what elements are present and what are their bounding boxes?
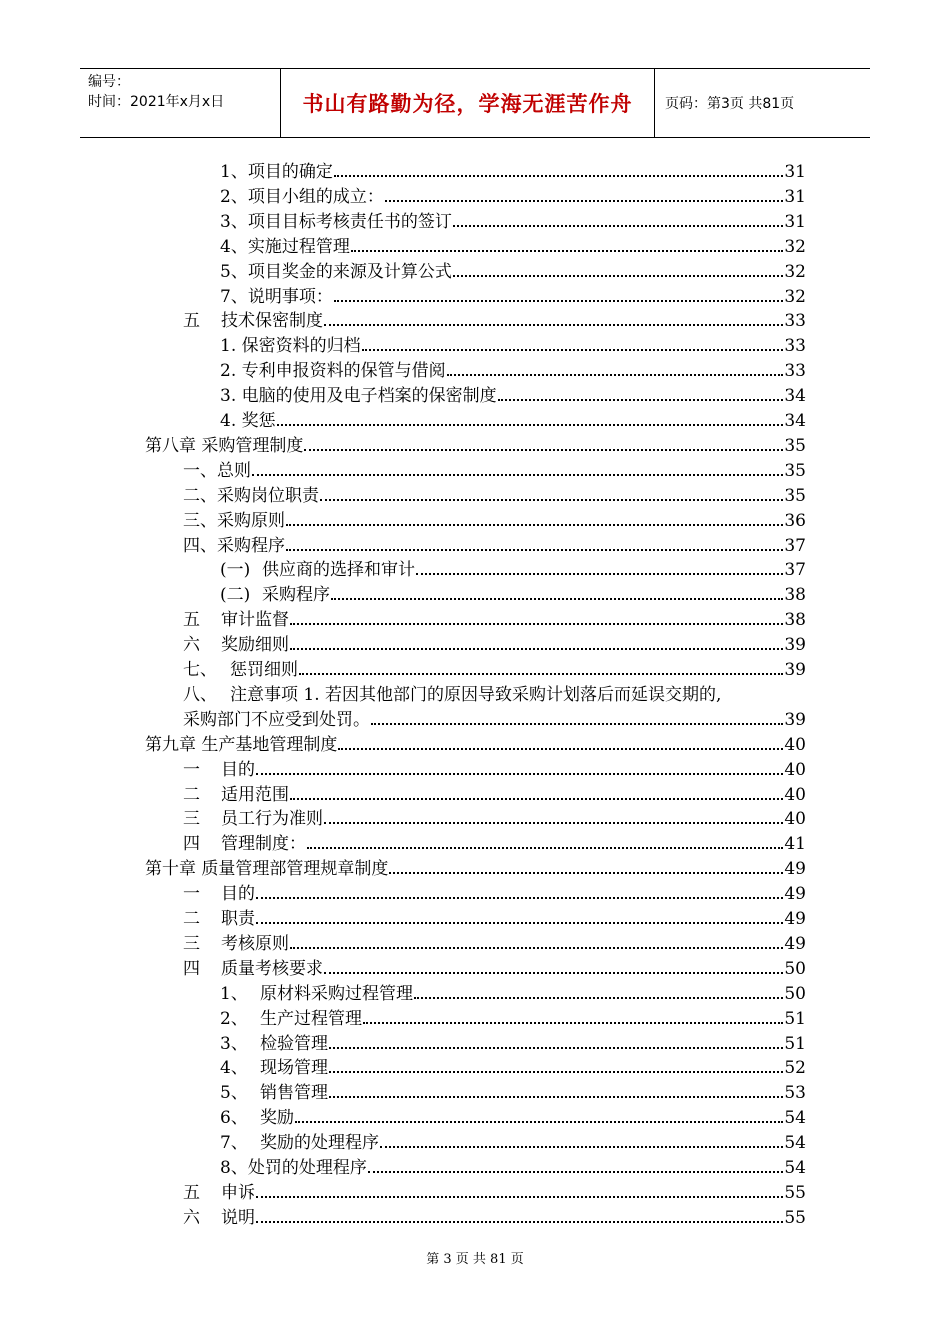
toc-entry[interactable]	[183, 681, 806, 706]
toc-page-number: 39	[784, 660, 806, 680]
toc-page-number: 54	[784, 1108, 806, 1129]
toc-entry-number: 一	[183, 759, 200, 780]
toc-entry-title: 3、项目目标考核责任书的签订	[220, 211, 452, 232]
page-footer: 第 3 页 共 81 页	[426, 1252, 524, 1267]
toc-entry-title: 审计监督	[221, 610, 289, 631]
toc-page-number: 31	[784, 162, 806, 182]
toc-entry[interactable]	[220, 158, 806, 183]
toc-leader-dots	[324, 822, 783, 824]
toc-page-number: 33	[784, 311, 806, 332]
toc-entry-number: 7、	[220, 1133, 248, 1154]
toc-entry-number: 4、	[220, 1058, 248, 1079]
toc-entry-title: 采购程序	[262, 585, 330, 606]
toc-entry-number: 1、	[220, 983, 248, 1004]
toc-entry[interactable]	[220, 208, 806, 233]
toc-page-number: 55	[784, 1207, 806, 1228]
toc-page-number: 39	[784, 635, 806, 656]
toc-page-number: 51	[784, 1008, 806, 1029]
toc-page-number: 54	[784, 1133, 806, 1154]
toc-entry-number: 五	[183, 610, 200, 631]
toc-entry-title: 奖励细则	[221, 635, 289, 656]
toc-entry-title: 检验管理	[260, 1033, 328, 1054]
toc-entry[interactable]	[183, 606, 806, 631]
toc-leader-dots	[329, 1047, 783, 1049]
toc-leader-dots	[252, 474, 783, 476]
toc-entry[interactable]	[220, 183, 806, 208]
toc-leader-dots	[307, 847, 783, 849]
toc-entry-title: 第十章 质量管理部管理规章制度	[145, 859, 389, 880]
toc-page-number: 53	[784, 1083, 806, 1104]
toc-page-number: 52	[784, 1058, 806, 1079]
toc-leader-dots	[331, 598, 783, 600]
toc-entry[interactable]	[220, 1104, 806, 1129]
document-number-label: 编号：	[88, 74, 130, 90]
toc-page-number: 55	[784, 1182, 806, 1203]
toc-page-number: 38	[784, 585, 806, 606]
toc-leader-dots	[324, 972, 783, 974]
toc-leader-dots	[256, 1221, 783, 1223]
toc-entry-title: 惩罚细则	[230, 660, 298, 680]
toc-entry[interactable]	[183, 756, 806, 781]
toc-entry-title: 一、总则	[183, 460, 251, 481]
toc-page-number: 40	[784, 759, 806, 780]
toc-entry-title: 采购部门不应受到处罚。	[183, 709, 370, 730]
toc-page-number: 50	[784, 983, 806, 1004]
toc-page-number: 34	[784, 411, 806, 431]
toc-leader-dots	[351, 250, 784, 252]
toc-entry-number: 六	[183, 635, 200, 656]
toc-leader-dots	[363, 1022, 783, 1024]
toc-page-number: 35	[784, 460, 806, 481]
toc-entry-number: 2、	[220, 1008, 248, 1029]
toc-entry-title: 奖励的处理程序	[260, 1133, 379, 1154]
toc-entry[interactable]	[220, 1154, 806, 1179]
toc-entry[interactable]	[183, 532, 806, 557]
toc-entry-number: 二	[183, 909, 200, 929]
toc-entry[interactable]	[220, 1079, 806, 1104]
toc-page-number: 51	[784, 1033, 806, 1054]
toc-entry-number: 二	[183, 784, 200, 805]
document-time-label: 时间：2021年x月x日	[88, 94, 225, 110]
toc-entry-title: 技术保密制度	[221, 311, 323, 332]
toc-entry-title: 说明	[221, 1207, 255, 1228]
toc-entry-title: 1、项目的确定	[220, 162, 333, 182]
toc-entry-title: 7、说明事项：	[220, 286, 333, 307]
toc-page-number: 49	[784, 933, 806, 954]
toc-entry-title: 注意事项 1. 若因其他部门的原因导致采购计划落后而延误交期的,	[230, 684, 722, 705]
toc-entry[interactable]	[220, 581, 806, 606]
toc-leader-dots	[286, 524, 783, 526]
toc-leader-dots	[368, 1171, 784, 1173]
toc-leader-dots	[290, 623, 783, 625]
toc-entry-title: 管理制度：	[221, 834, 306, 855]
toc-page-number: 34	[784, 386, 806, 407]
header-page-info: 页码：第3页 共81页	[665, 96, 795, 112]
toc-page-number: 39	[784, 709, 806, 730]
toc-entry-title: 供应商的选择和审计	[262, 560, 415, 581]
toc-entry-number: 四	[183, 958, 200, 979]
toc-leader-dots	[286, 549, 783, 551]
toc-leader-dots	[416, 573, 783, 575]
toc-entry-number: 三	[183, 933, 200, 954]
toc-entry-title: 员工行为准则	[221, 809, 323, 830]
toc-entry[interactable]	[145, 432, 806, 457]
toc-page-number: 33	[784, 336, 806, 357]
toc-page-number: 37	[784, 535, 806, 556]
toc-entry[interactable]	[220, 332, 806, 357]
toc-leader-dots	[362, 349, 784, 351]
toc-entry[interactable]	[183, 631, 806, 656]
toc-leader-dots	[256, 897, 783, 899]
toc-entry-number: 3、	[220, 1033, 248, 1054]
toc-entry-number: (一)	[220, 560, 251, 581]
toc-entry[interactable]	[183, 656, 806, 681]
page-header	[80, 68, 870, 138]
toc-page-number: 49	[784, 909, 806, 929]
toc-page-number: 32	[784, 261, 806, 282]
toc-entry-title: 职责	[221, 909, 255, 929]
header-motto: 书山有路勤为径，学海无涯苦作舟	[302, 92, 633, 116]
toc-leader-dots	[290, 947, 783, 949]
toc-leader-dots	[256, 922, 783, 924]
toc-leader-dots	[334, 175, 784, 177]
toc-entry-title: 第八章 采购管理制度	[145, 435, 304, 456]
toc-entry[interactable]	[183, 830, 806, 855]
toc-leader-dots	[338, 748, 783, 750]
toc-leader-dots	[277, 424, 784, 426]
toc-leader-dots	[295, 1121, 783, 1123]
toc-entry-number: 八、	[183, 684, 217, 705]
toc-entry-title: 销售管理	[260, 1083, 328, 1104]
toc-entry[interactable]	[183, 805, 806, 830]
toc-entry-title: 3. 电脑的使用及电子档案的保密制度	[220, 386, 497, 407]
toc-entry-title: 考核原则	[221, 933, 289, 954]
toc-page-number: 37	[784, 560, 806, 581]
toc-entry-title: 适用范围	[221, 784, 289, 805]
toc-entry-title: 四、采购程序	[183, 535, 285, 556]
toc-entry[interactable]	[220, 382, 806, 407]
toc-entry[interactable]	[220, 1129, 806, 1154]
toc-entry-title: 质量考核要求	[221, 958, 323, 979]
toc-page-number: 50	[784, 958, 806, 979]
toc-page-number: 54	[784, 1158, 806, 1178]
toc-entry-title: 5、项目奖金的来源及计算公式	[220, 261, 452, 282]
toc-leader-dots	[380, 1146, 783, 1148]
toc-entry[interactable]	[145, 731, 806, 756]
toc-leader-dots	[334, 300, 784, 302]
toc-page-number: 33	[784, 361, 806, 382]
toc-leader-dots	[371, 723, 783, 725]
toc-entry-number: 三	[183, 809, 200, 830]
toc-entry[interactable]	[183, 482, 806, 507]
toc-entry-number: 四	[183, 834, 200, 855]
toc-page-number: 35	[784, 485, 806, 506]
toc-leader-dots	[447, 374, 784, 376]
toc-entry[interactable]	[183, 457, 806, 482]
toc-entry[interactable]	[220, 1054, 806, 1079]
toc-entry-title: 1. 保密资料的归档	[220, 336, 361, 357]
toc-entry[interactable]	[183, 706, 806, 731]
toc-entry[interactable]	[220, 407, 806, 432]
toc-page-number: 32	[784, 236, 806, 257]
toc-entry-number: 五	[183, 311, 200, 332]
toc-entry-title: 2. 专利申报资料的保管与借阅	[220, 361, 446, 382]
toc-entry[interactable]	[220, 980, 806, 1005]
toc-page-number: 49	[784, 859, 806, 880]
toc-entry-title: 2、项目小组的成立：	[220, 186, 384, 207]
toc-entry[interactable]	[220, 357, 806, 382]
toc-leader-dots	[290, 648, 783, 650]
header-meta	[80, 69, 281, 137]
toc-entry-title: 4. 奖惩	[220, 411, 276, 431]
toc-leader-dots	[453, 225, 784, 227]
toc-entry-number: 一	[183, 884, 200, 905]
toc-entry-title: 目的	[221, 759, 255, 780]
toc-entry-number: 七、	[183, 660, 217, 680]
toc-leader-dots	[256, 1196, 783, 1198]
toc-leader-dots	[414, 997, 783, 999]
toc-entry[interactable]	[183, 955, 806, 980]
toc-entry-number: 5、	[220, 1083, 248, 1104]
toc-entry-number: (二)	[220, 585, 251, 606]
toc-leader-dots	[329, 1096, 783, 1098]
toc-entry-number: 6、	[220, 1108, 248, 1129]
toc-entry-number: 六	[183, 1207, 200, 1228]
toc-page-number: 31	[784, 186, 806, 207]
toc-page-number: 41	[784, 834, 806, 855]
toc-page-number: 38	[784, 610, 806, 631]
header-motto-cell	[281, 69, 655, 137]
toc-leader-dots	[453, 275, 784, 277]
toc-leader-dots	[329, 1071, 783, 1073]
toc-entry[interactable]	[220, 283, 806, 308]
toc-page-number: 35	[784, 435, 806, 456]
toc-entry-title: 4、实施过程管理	[220, 236, 350, 257]
toc-entry-title: 原材料采购过程管理	[260, 983, 413, 1004]
toc-entry-title: 奖励	[260, 1108, 294, 1129]
toc-entry-title: 目的	[221, 884, 255, 905]
toc-leader-dots	[256, 773, 783, 775]
toc-leader-dots	[385, 200, 784, 202]
toc-entry-title: 申诉	[221, 1182, 255, 1203]
toc-entry[interactable]	[183, 507, 806, 532]
toc-entry[interactable]	[183, 307, 806, 332]
toc-entry-title: 三、采购原则	[183, 510, 285, 531]
toc-leader-dots	[290, 798, 783, 800]
toc-entry[interactable]	[220, 1005, 806, 1030]
toc-leader-dots	[304, 449, 783, 451]
toc-entry-title: 8、处罚的处理程序	[220, 1158, 367, 1178]
toc-leader-dots	[324, 324, 783, 326]
toc-entry[interactable]	[220, 1030, 806, 1055]
toc-entry-title: 第九章 生产基地管理制度	[145, 734, 338, 755]
toc-page-number: 40	[784, 809, 806, 830]
toc-leader-dots	[389, 872, 783, 874]
toc-entry[interactable]	[183, 880, 806, 905]
toc-entry[interactable]	[220, 258, 806, 283]
toc-entry-title: 二、采购岗位职责	[183, 485, 319, 506]
toc-entry[interactable]	[183, 1204, 806, 1229]
toc-page-number: 31	[784, 211, 806, 232]
toc-leader-dots	[320, 499, 783, 501]
toc-entry-number: 五	[183, 1182, 200, 1203]
toc-page-number: 32	[784, 286, 806, 307]
toc-page-number: 49	[784, 884, 806, 905]
toc-leader-dots	[498, 399, 784, 401]
toc-page-number: 40	[784, 734, 806, 755]
toc-entry-title: 现场管理	[260, 1058, 328, 1079]
toc-entry-title: 生产过程管理	[260, 1008, 362, 1029]
toc-entry[interactable]	[145, 855, 806, 880]
toc-entry[interactable]	[220, 556, 806, 581]
toc-entry[interactable]	[220, 233, 806, 258]
toc-page-number: 40	[784, 784, 806, 805]
toc-page-number: 36	[784, 510, 806, 531]
toc-entry[interactable]	[183, 781, 806, 806]
toc-leader-dots	[299, 673, 783, 675]
toc-entry[interactable]	[183, 905, 806, 930]
toc-entry[interactable]	[183, 930, 806, 955]
toc-entry[interactable]	[183, 1179, 806, 1204]
